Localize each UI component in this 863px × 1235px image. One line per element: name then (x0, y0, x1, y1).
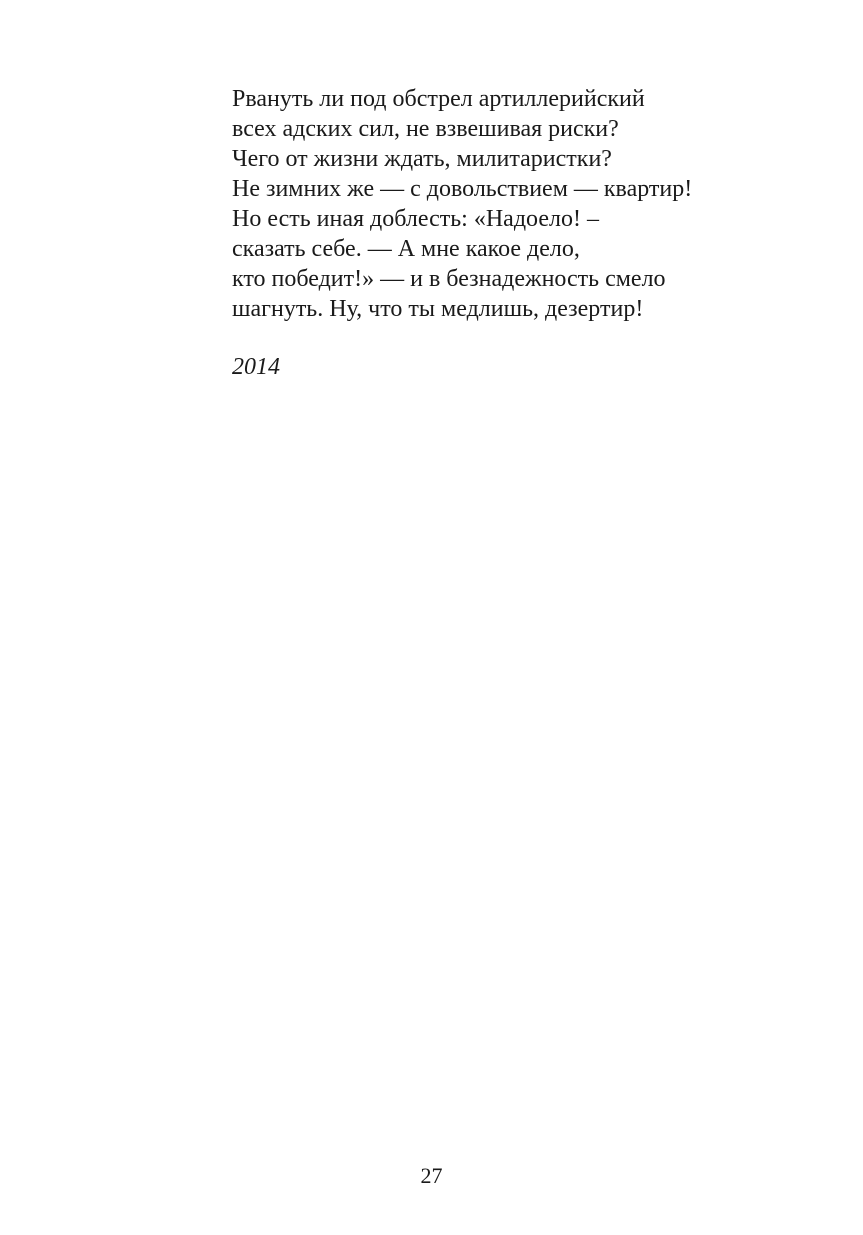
poem-line: сказать себе. — А мне какое дело, (232, 236, 580, 262)
poem-date: 2014 (232, 354, 280, 380)
poem-line: всех адских сил, не взвешивая риски? (232, 116, 619, 142)
poem-line: кто победит!» — и в безнадежность смело (232, 266, 666, 292)
poem-line: шагнуть. Ну, что ты медлишь, дезертир! (232, 296, 644, 322)
poem-line: Чего от жизни ждать, милитаристки? (232, 146, 612, 172)
poem-line: Но есть иная доблесть: «Надоело! – (232, 206, 599, 232)
poem-line: Не зимних же — с довольствием — квартир! (232, 176, 693, 202)
poem-line: Рвануть ли под обстрел артиллерийский (232, 86, 645, 112)
page-number: 27 (420, 1163, 443, 1188)
poem-stanza (232, 84, 792, 324)
